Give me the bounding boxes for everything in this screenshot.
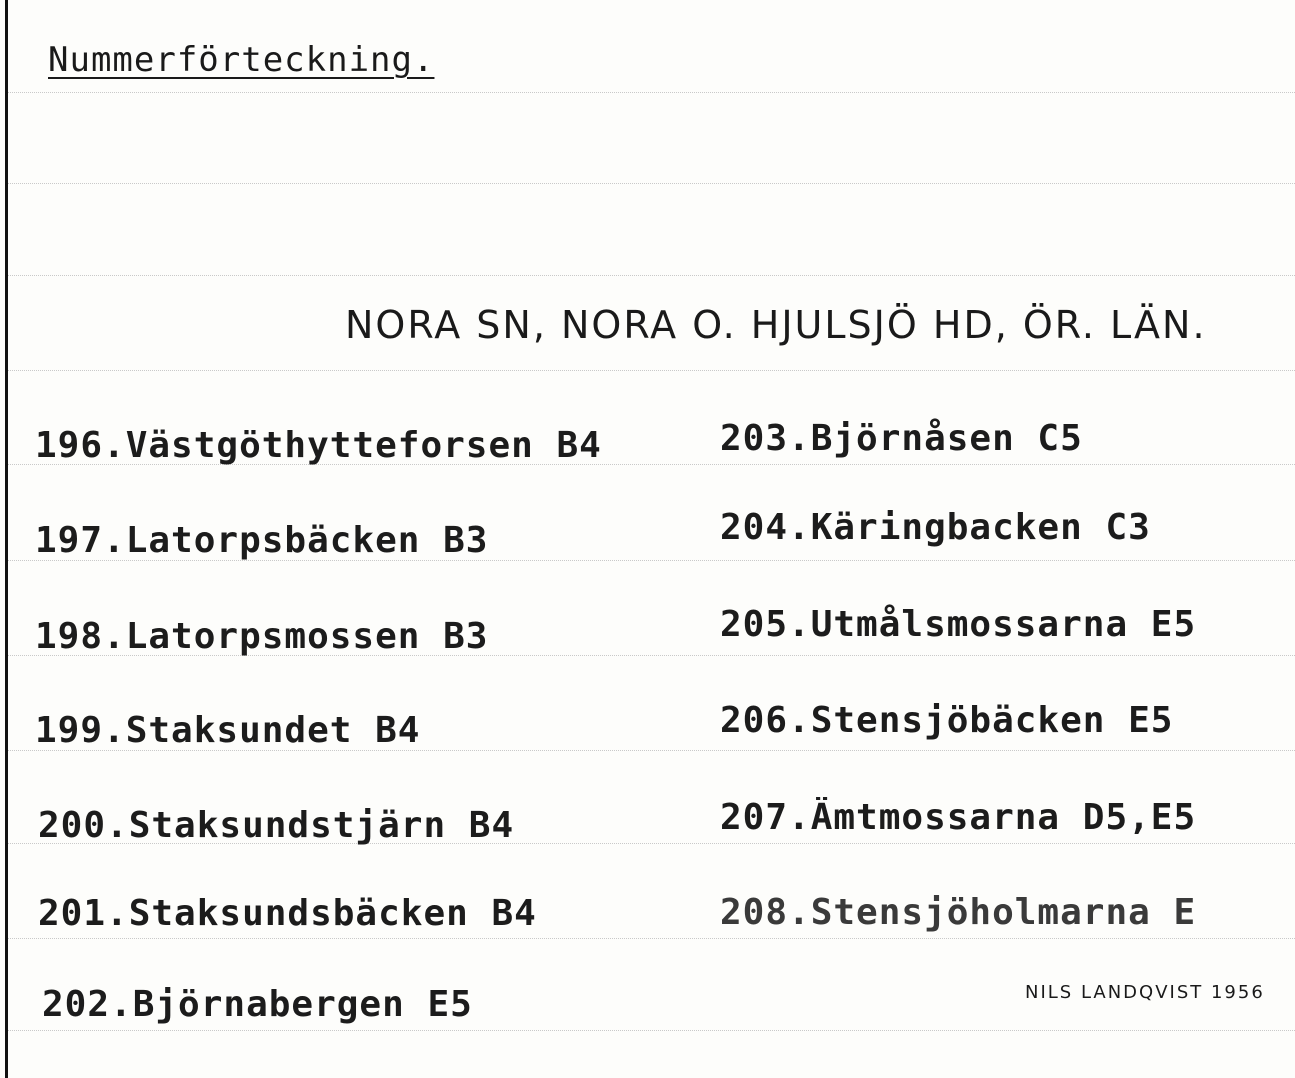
entry-206: 206.Stensjöbäcken E5: [720, 700, 1174, 741]
entry-208: 208.Stensjöholmarna E: [720, 892, 1197, 933]
entry-197: 197.Latorpsbäcken B3: [35, 520, 489, 561]
entry-205: 205.Utmålsmossarna E5: [720, 604, 1197, 645]
entry-201: 201.Staksundsbäcken B4: [38, 893, 537, 934]
entry-203: 203.Björnåsen C5: [720, 418, 1083, 459]
ruled-line: [8, 92, 1295, 93]
card-heading: Nummerförteckning.: [48, 40, 435, 80]
entry-204: 204.Käringbacken C3: [720, 507, 1151, 548]
ruled-line: [8, 370, 1295, 371]
entry-196: 196.Västgöthytteforsen B4: [35, 425, 602, 466]
entry-202: 202.Björnabergen E5: [42, 984, 473, 1025]
parish-header: NORA SN, NORA O. HJULSJÖ HD, ÖR. LÄN.: [345, 303, 1207, 347]
ruled-line: [8, 1030, 1295, 1031]
left-margin-rule: [5, 0, 8, 1078]
author-signature: NILS LANDQVIST 1956: [1025, 982, 1265, 1003]
entry-200: 200.Staksundstjärn B4: [38, 805, 515, 846]
ruled-line: [8, 275, 1295, 276]
entry-199: 199.Staksundet B4: [35, 710, 421, 751]
ruled-line: [8, 938, 1295, 939]
entry-207: 207.Ämtmossarna D5,E5: [720, 797, 1197, 838]
entry-198: 198.Latorpsmossen B3: [35, 616, 489, 657]
ruled-line: [8, 183, 1295, 184]
